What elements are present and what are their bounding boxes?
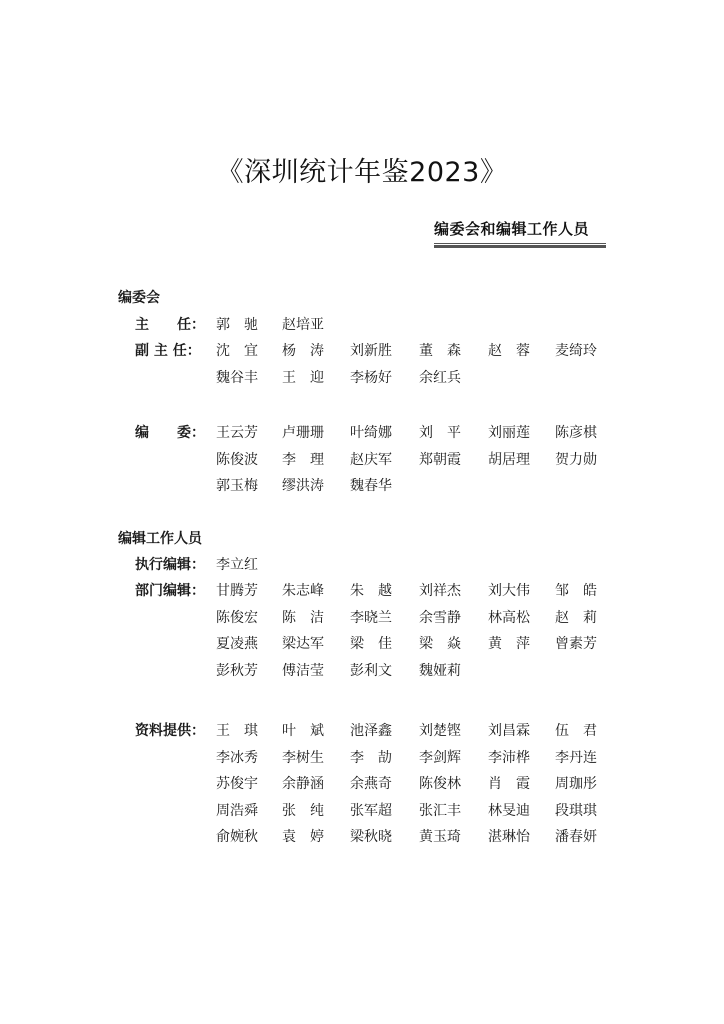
person-name: 郭 驰 bbox=[216, 317, 258, 333]
person-name: 赵培亚 bbox=[282, 317, 324, 333]
person-name: 张军超 bbox=[350, 802, 392, 819]
person-name: 刘楚铿 bbox=[419, 723, 461, 739]
person-name: 刘丽莲 bbox=[488, 425, 530, 441]
person-name: 刘新胜 bbox=[350, 343, 392, 359]
role-label: 部门编辑： bbox=[135, 583, 205, 599]
person-name: 彭秋芳 bbox=[216, 662, 258, 679]
person-name: 魏娅莉 bbox=[419, 662, 461, 679]
person-name: 林旻迪 bbox=[488, 802, 530, 819]
subtitle-block bbox=[434, 218, 606, 248]
person-name: 彭利文 bbox=[350, 662, 392, 679]
person-name: 伍 君 bbox=[555, 723, 597, 739]
person-name: 刘 平 bbox=[419, 425, 461, 441]
person-name: 李树生 bbox=[282, 749, 324, 766]
person-name: 刘祥杰 bbox=[419, 583, 461, 599]
person-name: 刘昌霖 bbox=[488, 723, 530, 739]
person-name: 赵庆军 bbox=[350, 451, 392, 468]
person-name: 胡居理 bbox=[488, 451, 530, 468]
person-name: 叶 斌 bbox=[282, 723, 324, 739]
person-name: 梁秋晓 bbox=[350, 829, 392, 845]
person-name: 林高松 bbox=[488, 609, 530, 626]
person-name: 余静涵 bbox=[282, 776, 324, 792]
person-name: 周珈彤 bbox=[555, 776, 597, 792]
person-name: 李 劼 bbox=[350, 749, 392, 766]
person-name: 李冰秀 bbox=[216, 749, 258, 766]
person-name: 王云芳 bbox=[216, 425, 258, 441]
subtitle-rule-thick bbox=[434, 245, 606, 248]
document-title: 《深圳统计年鉴2023》 bbox=[216, 157, 508, 188]
person-name: 余雪静 bbox=[419, 609, 461, 626]
person-name: 甘腾芳 bbox=[216, 583, 258, 599]
person-name: 张汇丰 bbox=[419, 802, 461, 819]
person-name: 陈俊波 bbox=[216, 451, 258, 468]
subtitle-rule-thin bbox=[434, 243, 606, 244]
person-name: 李立红 bbox=[216, 557, 258, 573]
person-name: 郭玉梅 bbox=[216, 478, 258, 494]
person-name: 李沛桦 bbox=[488, 749, 530, 766]
person-name: 黄 萍 bbox=[488, 636, 530, 652]
subtitle: 编委会和编辑工作人员 bbox=[434, 220, 590, 238]
person-name: 邹 皓 bbox=[555, 583, 597, 599]
person-name: 袁 婷 bbox=[282, 829, 324, 845]
person-name: 苏俊宇 bbox=[216, 776, 258, 792]
role-label: 主 任： bbox=[135, 317, 205, 333]
role-label: 资料提供： bbox=[135, 723, 205, 739]
person-name: 卢珊珊 bbox=[282, 425, 324, 441]
person-name: 俞婉秋 bbox=[216, 829, 258, 845]
person-name: 朱 越 bbox=[350, 583, 392, 599]
person-name: 赵 莉 bbox=[555, 609, 597, 626]
person-name: 余红兵 bbox=[419, 369, 461, 386]
role-label: 副 主 任： bbox=[135, 343, 201, 359]
person-name: 郑朝霞 bbox=[419, 451, 461, 468]
person-name: 李丹连 bbox=[555, 749, 597, 766]
person-name: 王 迎 bbox=[282, 369, 324, 386]
person-name: 赵 蓉 bbox=[488, 343, 530, 359]
person-name: 池泽鑫 bbox=[350, 723, 392, 739]
person-name: 陈彦棋 bbox=[555, 425, 597, 441]
person-name: 贺力勋 bbox=[555, 451, 597, 468]
person-name: 梁 焱 bbox=[419, 636, 461, 652]
person-name: 黄玉琦 bbox=[419, 829, 461, 845]
person-name: 肖 霞 bbox=[488, 776, 530, 792]
person-name: 傅洁莹 bbox=[282, 662, 324, 679]
person-name: 朱志峰 bbox=[282, 583, 324, 599]
person-name: 梁 佳 bbox=[350, 636, 392, 652]
person-name: 周浩舜 bbox=[216, 802, 258, 819]
person-name: 麦绮玲 bbox=[555, 343, 597, 359]
role-label: 编 委： bbox=[135, 425, 205, 441]
person-name: 李剑辉 bbox=[419, 749, 461, 766]
person-name: 张 纯 bbox=[282, 802, 324, 819]
person-name: 叶绮娜 bbox=[350, 425, 392, 441]
person-name: 沈 宜 bbox=[216, 343, 258, 359]
person-name: 杨 涛 bbox=[282, 343, 324, 359]
person-name: 潘春妍 bbox=[555, 829, 597, 845]
person-name: 陈俊林 bbox=[419, 776, 461, 792]
person-name: 曾素芳 bbox=[555, 636, 597, 652]
person-name: 刘大伟 bbox=[488, 583, 530, 599]
person-name: 余燕奇 bbox=[350, 776, 392, 792]
person-name: 夏凌燕 bbox=[216, 636, 258, 652]
person-name: 陈 洁 bbox=[282, 609, 324, 626]
role-label: 执行编辑： bbox=[135, 557, 205, 573]
person-name: 陈俊宏 bbox=[216, 609, 258, 626]
section-heading: 编辑工作人员 bbox=[118, 531, 202, 547]
person-name: 梁达军 bbox=[282, 636, 324, 652]
person-name: 魏谷丰 bbox=[216, 369, 258, 386]
person-name: 湛琳怡 bbox=[488, 829, 530, 845]
section-heading: 编委会 bbox=[118, 290, 160, 306]
person-name: 段琪琪 bbox=[555, 802, 597, 819]
person-name: 缪洪涛 bbox=[282, 478, 324, 494]
person-name: 董 森 bbox=[419, 343, 461, 359]
person-name: 李杨好 bbox=[350, 369, 392, 386]
person-name: 魏春华 bbox=[350, 478, 392, 494]
person-name: 李晓兰 bbox=[350, 609, 392, 626]
person-name: 王 琪 bbox=[216, 723, 258, 739]
person-name: 李 理 bbox=[282, 451, 324, 468]
